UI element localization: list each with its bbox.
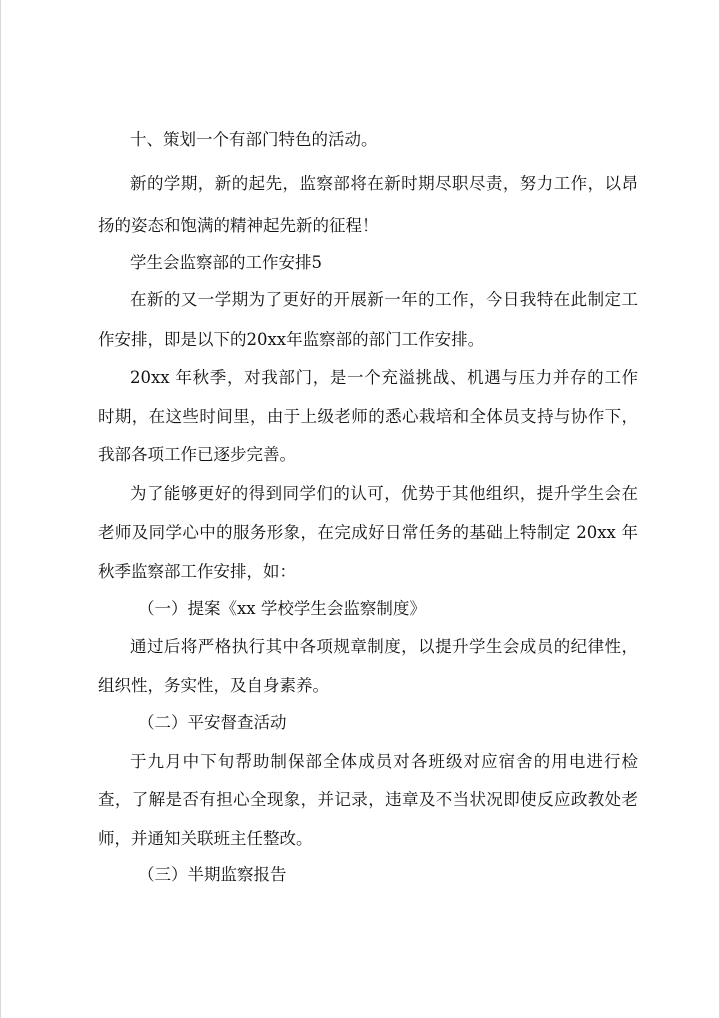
paragraph-line: 查，了解是否有担心全现象，并记录，违章及不当状况即使反应政教处老 <box>98 790 638 809</box>
paragraph-line: 作安排，即是以下的20xx年监察部的部门工作安排。 <box>98 330 485 349</box>
paragraph-line: 老师及同学心中的服务形象，在完成好日常任务的基础上特制定 20xx 年 <box>98 523 638 542</box>
paragraph-line: 秋季监察部工作安排，如： <box>98 562 296 581</box>
list-item-ten: 十、策划一个有部门特色的活动。 <box>130 130 378 149</box>
paragraph-line: 我部各项工作已逐步完善。 <box>98 445 296 464</box>
paragraph-line: 扬的姿态和饱满的精神起先新的征程！ <box>98 216 379 235</box>
subsection-heading: （二）平安督查活动 <box>138 713 287 732</box>
paragraph-line: 在新的又一学期为了更好的开展新一年的工作，今日我特在此制定工 <box>130 290 638 309</box>
paragraph-line: 时期，在这些时间里，由于上级老师的悉心栽培和全体员支持与协作下， <box>98 407 638 426</box>
paragraph-line: 通过后将严格执行其中各项规章制度，以提升学生会成员的纪律性， <box>130 637 638 656</box>
subsection-heading: （一）提案《xx 学校学生会监察制度》 <box>138 599 426 618</box>
section-heading: 学生会监察部的工作安排5 <box>130 253 322 272</box>
paragraph-line: 组织性，务实性，及自身素养。 <box>98 676 329 695</box>
paragraph-line: 20xx 年秋季，对我部门，是一个充溢挑战、机遇与压力并存的工作 <box>130 368 638 387</box>
paragraph-line: 师，并通知关联班主任整改。 <box>98 829 313 848</box>
paragraph-line: 新的学期，新的起先，监察部将在新时期尽职尽责，努力工作，以昂 <box>130 174 638 193</box>
paragraph-line: 为了能够更好的得到同学们的认可，优势于其他组织，提升学生会在 <box>130 484 638 503</box>
subsection-heading: （三）半期监察报告 <box>138 865 287 884</box>
paragraph-line: 于九月中下旬帮助制保部全体成员对各班级对应宿舍的用电进行检 <box>130 752 638 771</box>
